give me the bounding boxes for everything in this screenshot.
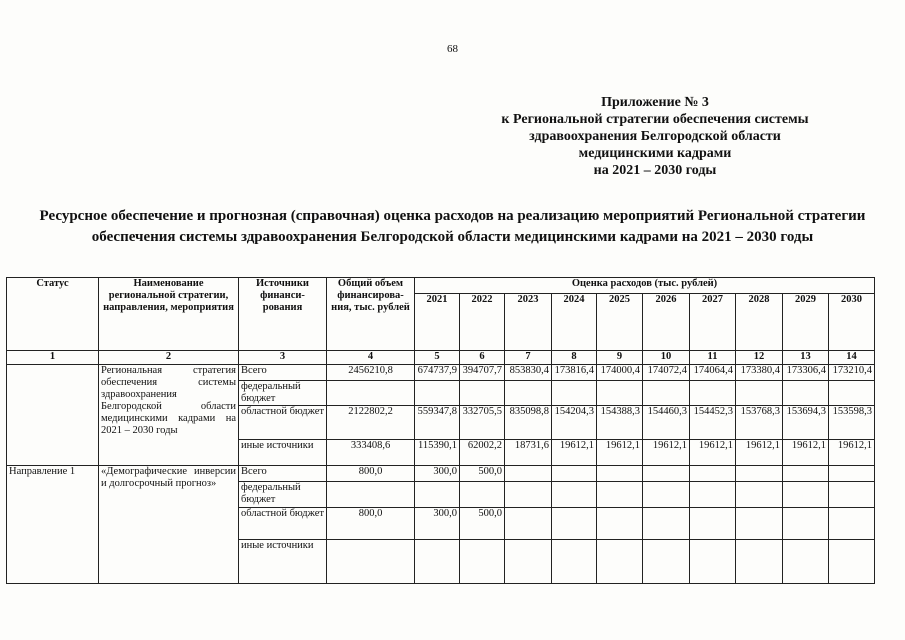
table-row xyxy=(7,466,875,482)
value-cell xyxy=(783,540,829,584)
value-cell: 500,0 xyxy=(460,508,505,540)
value-cell: 173306,4 xyxy=(783,365,829,381)
column-number: 1 xyxy=(7,351,99,365)
value-cell xyxy=(597,482,643,508)
header-source: Источники финанси-рования xyxy=(239,278,327,351)
value-cell xyxy=(690,482,736,508)
source-cell: областной бюджет xyxy=(239,406,327,440)
source-cell: иные источники xyxy=(239,540,327,584)
value-cell xyxy=(736,508,783,540)
value-cell: 853830,4 xyxy=(505,365,552,381)
value-cell: 153598,3 xyxy=(829,406,875,440)
total-cell xyxy=(327,482,415,508)
column-number: 13 xyxy=(783,351,829,365)
source-cell: Всего xyxy=(239,466,327,482)
column-number: 12 xyxy=(736,351,783,365)
value-cell xyxy=(783,381,829,406)
header-year-2027: 2027 xyxy=(690,294,736,351)
value-cell xyxy=(597,540,643,584)
appendix-line: здравоохранения Белгородской области xyxy=(529,129,781,144)
value-cell xyxy=(690,466,736,482)
title-line: Ресурсное обеспечение и прогнозная (справочная) оценка расходов на реализацию мероприятий Региональной стратегии xyxy=(39,208,866,224)
value-cell: 332705,5 xyxy=(460,406,505,440)
value-cell xyxy=(736,466,783,482)
column-number: 6 xyxy=(460,351,505,365)
value-cell: 19612,1 xyxy=(829,440,875,466)
total-cell xyxy=(327,381,415,406)
header-year-2024: 2024 xyxy=(552,294,597,351)
column-number: 9 xyxy=(597,351,643,365)
value-cell xyxy=(829,540,875,584)
value-cell xyxy=(505,482,552,508)
column-number: 2 xyxy=(99,351,239,365)
status-cell: Направление 1 xyxy=(7,466,99,584)
total-cell: 800,0 xyxy=(327,466,415,482)
value-cell: 19612,1 xyxy=(783,440,829,466)
name-cell: Региональная стратегия обеспечения системы здравоохранения Белгородской области медицинскими кадрами на 2021 – 2030 годы xyxy=(99,365,239,466)
title-line: обеспечения системы здравоохранения Белгородской области медицинскими кадрами на 2021 – 2030 годы xyxy=(91,229,814,245)
value-cell: 173380,4 xyxy=(736,365,783,381)
page-number: 68 xyxy=(447,43,458,55)
name-cell: «Демографические инверсии и долгосрочный прогноз» xyxy=(99,466,239,584)
value-cell xyxy=(552,381,597,406)
appendix-line: медицинскими кадрами xyxy=(578,146,732,161)
document-title xyxy=(10,206,895,248)
value-cell xyxy=(505,466,552,482)
value-cell: 154460,3 xyxy=(643,406,690,440)
column-number: 4 xyxy=(327,351,415,365)
value-cell xyxy=(460,381,505,406)
value-cell xyxy=(643,508,690,540)
column-number: 7 xyxy=(505,351,552,365)
value-cell: 19612,1 xyxy=(552,440,597,466)
header-year-2029: 2029 xyxy=(783,294,829,351)
value-cell xyxy=(643,482,690,508)
value-cell: 62002,2 xyxy=(460,440,505,466)
value-cell xyxy=(690,508,736,540)
value-cell: 835098,8 xyxy=(505,406,552,440)
appendix-heading xyxy=(490,94,820,179)
value-cell: 300,0 xyxy=(415,508,460,540)
value-cell: 394707,7 xyxy=(460,365,505,381)
total-cell: 800,0 xyxy=(327,508,415,540)
value-cell: 19612,1 xyxy=(597,440,643,466)
header-estimate: Оценка расходов (тыс. рублей) xyxy=(415,278,875,294)
value-cell: 153694,3 xyxy=(783,406,829,440)
value-cell xyxy=(552,540,597,584)
value-cell xyxy=(829,508,875,540)
header-year-2030: 2030 xyxy=(829,294,875,351)
column-number: 8 xyxy=(552,351,597,365)
value-cell: 154388,3 xyxy=(597,406,643,440)
value-cell xyxy=(552,466,597,482)
value-cell xyxy=(643,466,690,482)
header-year-2026: 2026 xyxy=(643,294,690,351)
value-cell xyxy=(505,381,552,406)
header-year-2028: 2028 xyxy=(736,294,783,351)
value-cell xyxy=(690,540,736,584)
value-cell: 174000,4 xyxy=(597,365,643,381)
column-number: 14 xyxy=(829,351,875,365)
value-cell xyxy=(460,482,505,508)
column-number: 3 xyxy=(239,351,327,365)
value-cell: 115390,1 xyxy=(415,440,460,466)
value-cell xyxy=(597,508,643,540)
header-year-2022: 2022 xyxy=(460,294,505,351)
value-cell xyxy=(736,381,783,406)
value-cell xyxy=(783,482,829,508)
financing-table xyxy=(6,277,875,584)
value-cell xyxy=(460,540,505,584)
value-cell: 18731,6 xyxy=(505,440,552,466)
value-cell xyxy=(829,466,875,482)
value-cell: 674737,9 xyxy=(415,365,460,381)
source-cell: федеральный бюджет xyxy=(239,381,327,406)
appendix-line: на 2021 – 2030 годы xyxy=(593,163,717,178)
header-name: Наименование региональной стратегии, направления, мероприятия xyxy=(99,278,239,351)
total-cell: 2456210,8 xyxy=(327,365,415,381)
value-cell xyxy=(643,540,690,584)
header-status: Статус xyxy=(7,278,99,351)
header-year-2025: 2025 xyxy=(597,294,643,351)
value-cell: 300,0 xyxy=(415,466,460,482)
source-cell: областной бюджет xyxy=(239,508,327,540)
value-cell xyxy=(415,540,460,584)
appendix-line: к Региональной стратегии обеспечения системы xyxy=(501,112,809,127)
header-year-2021: 2021 xyxy=(415,294,460,351)
source-cell: Всего xyxy=(239,365,327,381)
value-cell: 153768,3 xyxy=(736,406,783,440)
value-cell: 500,0 xyxy=(460,466,505,482)
source-cell: федеральный бюджет xyxy=(239,482,327,508)
header-total: Общий объем финансирова-ния, тыс. рублей xyxy=(327,278,415,351)
value-cell xyxy=(597,466,643,482)
value-cell xyxy=(829,381,875,406)
header-year-2023: 2023 xyxy=(505,294,552,351)
value-cell: 154204,3 xyxy=(552,406,597,440)
value-cell xyxy=(736,540,783,584)
status-cell xyxy=(7,365,99,466)
appendix-line: Приложение № 3 xyxy=(601,95,709,110)
column-number: 5 xyxy=(415,351,460,365)
value-cell xyxy=(415,482,460,508)
value-cell xyxy=(505,540,552,584)
total-cell xyxy=(327,540,415,584)
value-cell xyxy=(415,381,460,406)
column-number: 11 xyxy=(690,351,736,365)
value-cell xyxy=(690,381,736,406)
value-cell: 174072,4 xyxy=(643,365,690,381)
value-cell xyxy=(552,482,597,508)
value-cell xyxy=(597,381,643,406)
total-cell: 333408,6 xyxy=(327,440,415,466)
column-number: 10 xyxy=(643,351,690,365)
total-cell: 2122802,2 xyxy=(327,406,415,440)
value-cell xyxy=(736,482,783,508)
value-cell: 19612,1 xyxy=(736,440,783,466)
value-cell: 19612,1 xyxy=(690,440,736,466)
value-cell: 19612,1 xyxy=(643,440,690,466)
value-cell: 173816,4 xyxy=(552,365,597,381)
value-cell xyxy=(552,508,597,540)
value-cell xyxy=(783,466,829,482)
table-row xyxy=(7,365,875,381)
value-cell xyxy=(643,381,690,406)
value-cell xyxy=(505,508,552,540)
source-cell: иные источники xyxy=(239,440,327,466)
value-cell: 173210,4 xyxy=(829,365,875,381)
value-cell: 174064,4 xyxy=(690,365,736,381)
value-cell: 559347,8 xyxy=(415,406,460,440)
value-cell: 154452,3 xyxy=(690,406,736,440)
value-cell xyxy=(829,482,875,508)
value-cell xyxy=(783,508,829,540)
